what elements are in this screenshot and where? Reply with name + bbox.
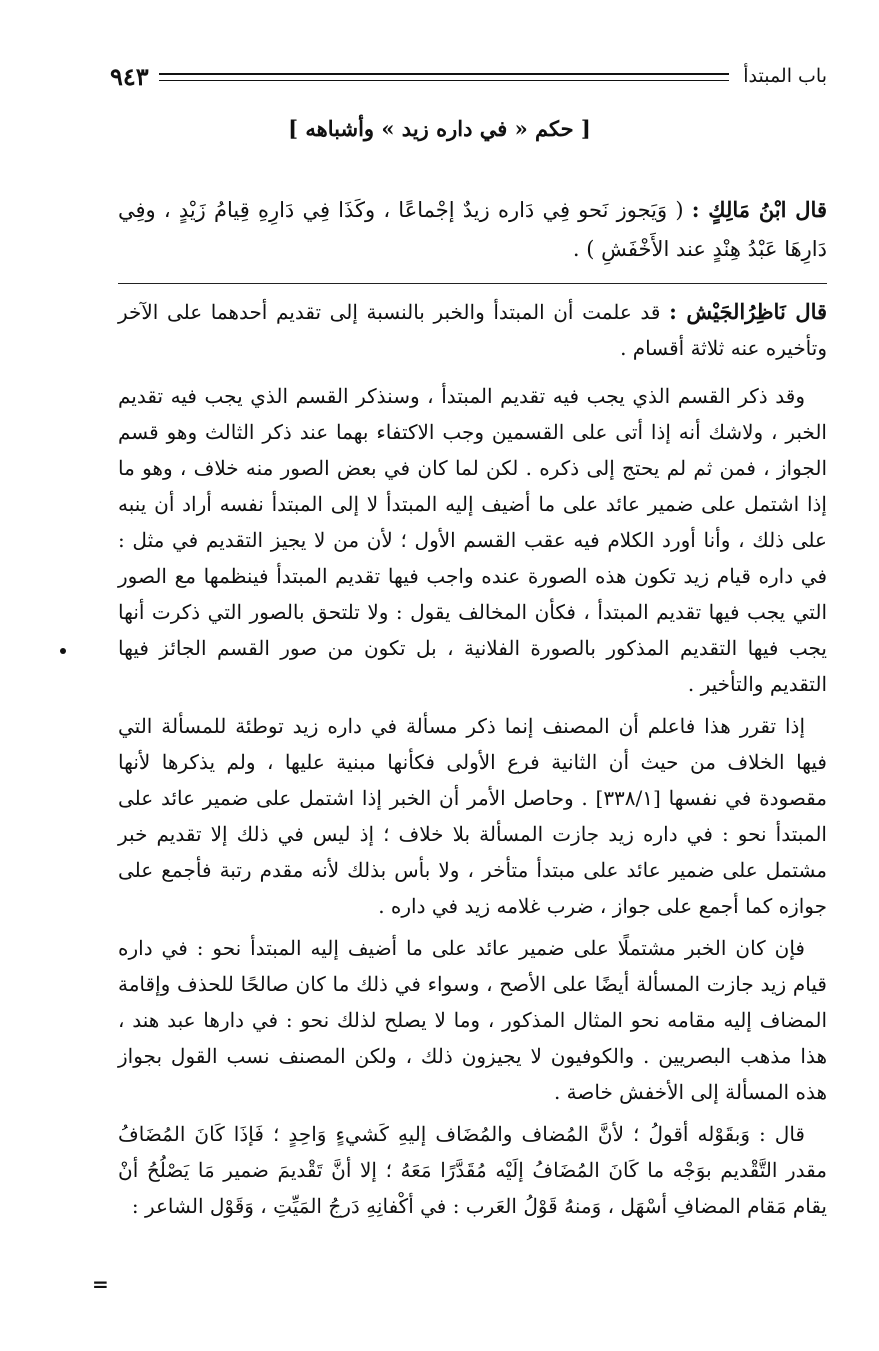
page-number: ٩٤٣ [110,61,149,91]
commentary-paragraph-4: فإن كان الخبر مشتملًا على ضمير عائد على ما أضيف إليه المبتدأ نحو : في داره قيام زيد جازت المسألة أيضًا على الأصح ، وسواء في ذلك ما كان صالحًا للحذف وإقامة المضاف إليه مقامه نحو المثال المذكور ، وما لا يصلح لذلك نحو : في دارها عبد هند ، هذا مذهب البصريين . والكوفيون لا يجيزون ذلك ، ولكن المصنف نسب القول بجواز هذه المسألة إلى الأخفش خاصة . [118,936,827,1104]
commentary-block [118,294,827,1224]
matn-text: ( وَيَجوز نَحو فِي دَاره زيدٌ إجْماعًا ، وكَذَا فِي دَارِهِ قِيامُ زَيْدٍ ، وفِي دَارِهَا عَبْدُ هِنْدٍ عند الأَخْفَشِ ) . [118,198,827,261]
commentary-paragraph-5: قال : وَبقَوْله أقولُ ؛ لأنَّ المُضاف والمُضَاف إليهِ كَشيءٍ وَاحِدٍ ؛ فَإذَا كَانَ المُضَافُ مقدر التَّقْديم بوَجْه ما كَانَ المُضَافُ إلَيْه مُقَدَّرًا مَعَهُ ؛ إلا أنَّ تَقْديمَ ضمير مَا يَصْلُحُ أنْ يقام مَقام المضافِ أسْهَل ، وَمنهُ قَوْلُ العَرب : في أكْفانِهِ دَرجُ المَيِّتِ ، وَقَوْل الشاعر : [118,1122,827,1218]
matn-block [118,190,827,269]
header-rule [159,73,730,81]
commentary-paragraph-3: إذا تقرر هذا فاعلم أن المصنف إنما ذكر مسألة في داره زيد توطئة للمسألة التي فيها الخلاف من حيث أن الثانية فرع الأولى فكأنها مبنية عليها ، ولم يذكرها لأنها مقصودة في نفسها [٣٣٨/١] . وحاصل الأمر أن الخبر إذا اشتمل على ضمير عائد على المبتدأ نحو : في داره زيد جازت المسألة بلا خلاف ؛ إذ ليس في ذلك إلا تقديم خبر مشتمل على ضمير عائد على مبتدأ متأخر ، ولا بأس بذلك لأنه مقدم رتبة فأجمع على جوازه كما أجمع على جواز ، ضرب غلامه زيد في داره . [118,714,827,918]
matn-paragraph [118,190,827,269]
chapter-title: باب المبتدأ [743,65,827,87]
matn-divider [118,283,827,284]
commentary-text-1: قد علمت أن المبتدأ والخبر بالنسبة إلى تقديم أحدهما على الآخر وتأخيره عنه ثلاثة أقسام . [118,300,827,360]
matn-speaker: قال ابْنُ مَالِكٍ : [691,197,827,222]
commentary-speaker: قال نَاظِرُالجَيْش : [669,299,828,324]
continuation-mark: = [92,1272,109,1296]
section-heading: [ حكم « في داره زيد » وأشباهه ] [288,116,591,141]
margin-dot [60,648,66,654]
commentary-paragraph-2: وقد ذكر القسم الذي يجب فيه تقديم المبتدأ ، وسنذكر القسم الذي يجب فيه تقديم الخبر ، ولاشك أنه إذا أتى على القسمين وجب الاكتفاء بهما عند ذكر الثالث وهو قسم الجواز ، فمن ثم لم يحتج إلى ذكره . لكن لما كان في بعض الصور منه خلاف ، وهو ما إذا اشتمل على ضمير عائد على ما أضيف إليه المبتدأ لا إلى المبتدأ نفسه أراد أن ينبه على ذلك ، وأنا أورد الكلام فيه عقب القسم الأول ؛ لأن من لا يجيز التقديم في مثل : في داره قيام زيد تكون هذه الصورة عنده واجب فيها تقديم المبتدأ فينظمها مع الصور التي يجب فيها تقديم المبتدأ ، فكأن المخالف يقول : ولا تلتحق بالصور التي ذكرت أنها يجب فيها التقديم المذكور بالصورة الفلانية ، بل تكون من صور القسم الجائز فيها التقديم والتأخير . [118,384,827,696]
commentary-paragraph-1 [118,294,827,366]
running-header [110,56,827,96]
